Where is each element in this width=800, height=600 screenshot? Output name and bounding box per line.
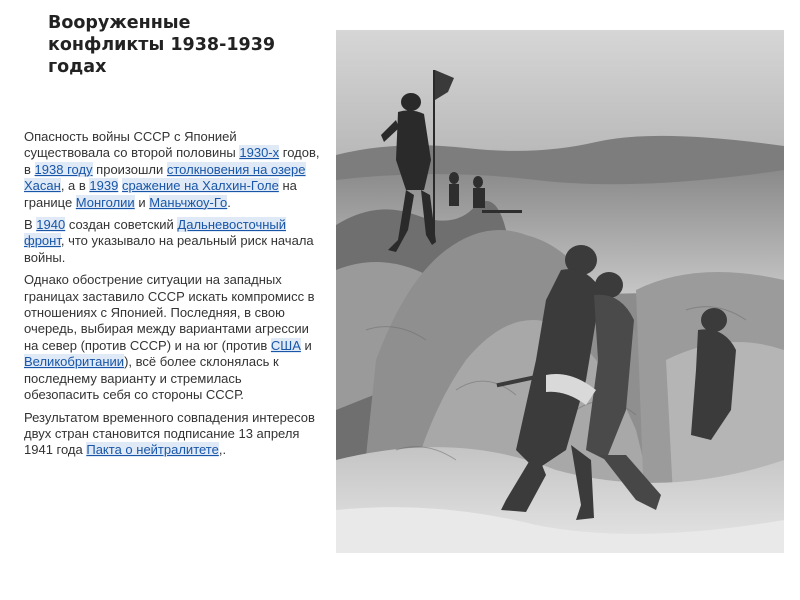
battle-photo-image	[336, 30, 784, 553]
text-link[interactable]: Дальневосточный фронт	[24, 217, 287, 249]
text-segment: и	[300, 337, 312, 353]
text-link[interactable]: 1940	[36, 217, 66, 233]
text-segment: ), всё более склонялась к последнему варианту и стремилась обезопасить себя со стороны СССР.	[24, 354, 279, 403]
text-link[interactable]: столкновения на озере Хасан	[24, 161, 306, 194]
text-segment: .	[227, 194, 231, 210]
text-segment: Однако обострение ситуации на западных границах заставило СССР искать компромисс в отношениях с Японией. Последняя, в свою очередь, выбирая между вариантами агрессии на север (против СССР) и на юг (против	[24, 272, 315, 353]
slide-title: Вооруженные конфликты 1938-1939 годах	[48, 13, 276, 77]
paragraph	[24, 410, 320, 459]
text-link[interactable]: Монголии	[75, 194, 135, 210]
body-text	[24, 129, 320, 465]
text-link[interactable]: Маньчжоу-Го	[149, 194, 228, 210]
text-segment: Опасность войны СССР с Японией существовала со второй половины	[24, 129, 240, 161]
text-link[interactable]: сражение на Халхин-Голе	[121, 178, 279, 194]
text-segment: и	[134, 194, 150, 210]
text-segment: годов, в	[24, 145, 320, 177]
paragraph	[24, 272, 320, 403]
text-link[interactable]: 1938 году	[34, 161, 93, 177]
text-segment: В	[24, 217, 37, 233]
text-segment: создан советский	[65, 217, 178, 233]
text-segment: ,.	[218, 442, 227, 458]
text-link[interactable]: 1930-х	[239, 145, 280, 161]
paragraph	[24, 129, 320, 211]
text-segment: , что указывало на реальный риск начала войны.	[24, 233, 314, 265]
text-segment: произошли	[92, 161, 167, 177]
text-segment: на границе	[24, 178, 297, 210]
battle-photo	[336, 30, 784, 553]
text-link[interactable]: Великобритании	[24, 354, 125, 370]
text-segment: , а в	[60, 178, 90, 194]
text-link[interactable]: США	[270, 337, 301, 353]
text-segment: Результатом временного совпадения интересов двух стран становится подписание 13 апреля 1941 года	[24, 409, 315, 458]
text-link[interactable]: 1939	[89, 178, 119, 194]
paragraph	[24, 217, 320, 266]
text-link[interactable]: Пакта о нейтралитете	[86, 442, 219, 458]
